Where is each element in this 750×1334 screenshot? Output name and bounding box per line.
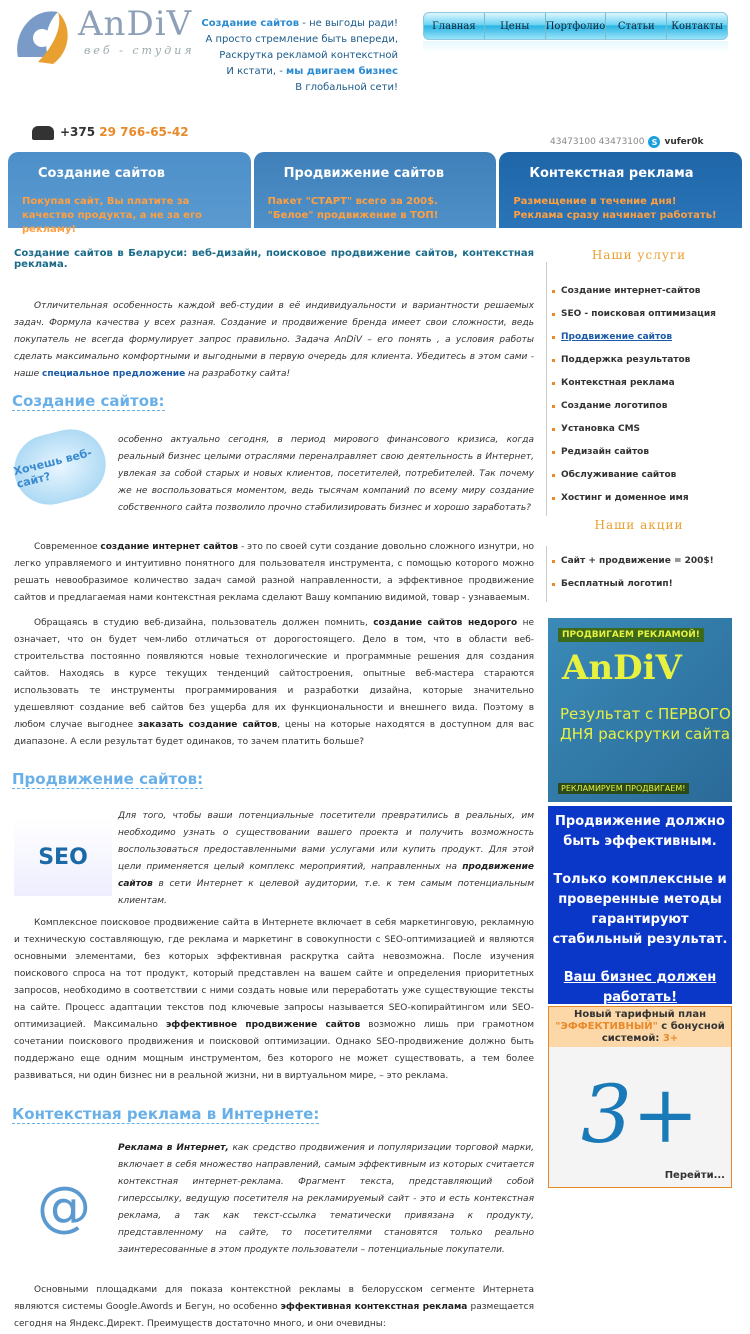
skype-icon: S: [648, 136, 660, 148]
promo-box-link[interactable]: Ваш бизнес должен работать!: [563, 970, 717, 1005]
para-part: Для того, чтобы ваши потенциальные посетители превратились в реальных, им необходимо узнать о существовании вашего проекта и получить возможность воспользоваться предоставленными вами услугами или купить продукт. Для этой цели применяется целый комплекс мероприятий, направленных на: [118, 811, 534, 872]
intro-part: на разработку сайта!: [185, 369, 291, 379]
slogan-line: Раскрутка рекламой контекстной: [219, 50, 398, 61]
intro-text: [14, 298, 534, 383]
section-heading: Продвижение сайтов:: [12, 770, 204, 788]
promo-box: [548, 806, 732, 1004]
services-title: Наши услуги: [591, 248, 687, 262]
service-item[interactable]: Установка CMS: [547, 424, 732, 447]
seo-icon: SEO: [14, 818, 112, 896]
panel-text: Покупая сайт, Вы платите за качество продукта, а не за его рекламу!: [22, 196, 203, 235]
page-title: Создание сайтов в Беларуси: веб-дизайн, поисковое продвижение сайтов, контекстная реклама.: [14, 248, 534, 270]
main-content: [14, 248, 534, 383]
para-bold: заказать создание сайтов: [137, 720, 278, 730]
slogan-line: И кстати, -: [226, 66, 287, 77]
para-part: не означает, что он будет чем-либо отличаться от дорогостоящего. Дело в том, что в области веб-строительства постоянно появляются новые технологические и программные решения для создания сайтов. Находясь в курсе текущих тенденций сайтостроения, опытные веб-мастера стараются использовать те инструменты программирования и разработки дизайна, которые значительно удешевляют создание веб сайтов без ущерба для их функциональности и внешнего вида. Поэтому в любом случае выгоднее: [14, 618, 534, 730]
para-part: , цены на которые находятся в доступном для вас диапазоне. А если результат будет одинаков, то зачем платить больше?: [14, 720, 535, 747]
sites-paragraph-1: [14, 539, 534, 607]
at-sign-icon: @: [37, 1174, 91, 1238]
banner-logo: AnDiV: [562, 648, 682, 688]
section-heading: Контекстная реклама в Интернете:: [12, 1105, 320, 1123]
plan-head-bonus: 3+: [662, 1033, 679, 1044]
service-item[interactable]: Обслуживание сайтов: [547, 470, 732, 493]
section-title-sites: [12, 392, 165, 411]
para-bold: создание сайтов недорого: [373, 618, 518, 628]
para-part: Основными площадками для показа контекстной рекламы в белорусском сегменте Интернета являются системы Google.Awords и Бегун, но особенно: [14, 1285, 534, 1312]
para-part: как средство продвижения и популяризации торговой марки, включает в себя множество направлений, самым эффективным из которых считается контекстная интернет-реклама. Фрагмент текста, представляющий собой гиперссылку, ведущую посетителя на рекламируемый сайт - это и есть контекстная реклама, а так как текст-ссылка тематически привязана к продукту, представленному на сайте, то посетителями становятся только реально заинтересованные в этом продукте пользователи – потенциальные покупатели.: [118, 1143, 535, 1255]
nav-home[interactable]: Главная: [424, 13, 485, 39]
para-part: возможно лишь при грамотном сочетании поискового продвижения и поисковой оптимизации. Однако SEO-продвижение должно быть поддержано еще одним мощным инструментом, без которого не может существовать, а тем более развиваться, ни один бизнес ни в реальной жизни, ни в виртуальном мире, – это реклама.: [14, 1020, 534, 1081]
service-item[interactable]: Редизайн сайтов: [547, 447, 732, 470]
service-item[interactable]: Контекстная реклама: [547, 378, 732, 401]
main-nav: [423, 12, 728, 40]
cloud-icon: Хочешь веб-сайт?: [7, 422, 113, 512]
slogan-highlight: Создание сайтов: [201, 18, 300, 29]
service-item[interactable]: Поддержка результатов: [547, 355, 732, 378]
slogan-line: В глобальной сети!: [295, 82, 398, 93]
promotion-paragraph-1: [14, 915, 534, 1085]
phone: [60, 125, 189, 139]
phone-number: 29 766-65-42: [99, 125, 189, 139]
sites-icon: [14, 432, 106, 502]
para-bold: создание интернет сайтов: [100, 542, 239, 552]
plan-head-name: "ЭФФЕКТИВНЫЙ": [555, 1021, 658, 1032]
service-item[interactable]: Создание логотипов: [547, 401, 732, 424]
contacts-im: [550, 136, 703, 148]
intro-part: Отличительная особенность каждой веб-студии в её индивидуальности и вариантности решаемых задач. Формула качества у всех разная. Создание и продвижение бренда имеет свои сложности, ведь покупатель не всегда формулирует запрос правильно. Задача AnDiV – его понять , а условия работы сделать максимально комфортными и выгодными в первую очередь для клиента. Убедитесь в этом сами - наше: [14, 301, 534, 379]
service-item[interactable]: Создание интернет-сайтов: [547, 286, 732, 309]
promo-box-line: Только комплексные и проверенные методы гарантируют стабильный результат.: [552, 872, 728, 947]
tariff-plan[interactable]: [548, 1006, 732, 1188]
nav-reflection: [423, 41, 728, 53]
panel-title: Создание сайтов: [38, 166, 166, 181]
service-item[interactable]: SEO - поисковая оптимизация: [547, 309, 732, 332]
slogan-line: А просто стремление быть впереди,: [205, 34, 398, 45]
phone-icon: [32, 126, 54, 140]
nav-articles[interactable]: Статьи: [606, 13, 667, 39]
banner-top: ПРОДВИГАЕМ РЕКЛАМОЙ!: [558, 628, 704, 642]
sidebar: [546, 248, 732, 602]
para-part: в сети Интернет к целевой аудитории, т.е. к тем самым потенциальным клиентам.: [118, 879, 534, 906]
promotion-italic-text: [118, 808, 534, 910]
panel-text: Пакет "СТАРТ" всего за 200$. "Белое" продвижение в ТОП!: [267, 196, 439, 221]
nav-contacts[interactable]: Контакты: [671, 20, 723, 32]
ad-banner[interactable]: [548, 618, 732, 802]
section-heading: Создание сайтов:: [12, 392, 165, 410]
at-icon-wrap: [14, 1165, 114, 1247]
plan-head-part: Новый тарифный план: [573, 1009, 707, 1020]
panel-title: Продвижение сайтов: [283, 166, 445, 181]
plan-head-part: с бонусной системой:: [601, 1021, 725, 1044]
context-italic-text: [118, 1140, 534, 1259]
promo-box-line: Продвижение должно быть эффективным.: [555, 814, 725, 849]
services-list: [546, 262, 732, 516]
para-bold: продвижение сайтов: [118, 862, 534, 889]
para-part: Комплексное поисковое продвижение сайта в Интернете включает в себя маркетинговую, рекламную и техническую составляющую, где реклама и маркетинг в совокупности с SEO-оптимизацией и являются основными элементами, без которых эффективная раскрутка сайта невозможна. После изучения поискового спроса на тот продукт, который представлен на вашем сайте и определения приоритетных запросов, необходимо в соответствии с ними создать новые или переработать уже существующие тексты на сайте. Процесс адаптации текстов под ключевые запросы называется SEO-копирайтингом или SEO-оптимизацией. Максимально: [14, 918, 534, 1030]
banner-bottom: РЕКЛАМИРУЕМ ПРОДВИГАЕМ!: [558, 783, 689, 794]
logo-emblem-icon: [8, 2, 78, 72]
promo-list: [546, 546, 732, 602]
sites-paragraph-2: [14, 615, 534, 751]
plan-header: [549, 1007, 731, 1047]
panel-context[interactable]: [499, 152, 742, 228]
logo-subtitle: веб - студия: [84, 44, 195, 57]
para-bold: эффективная контекстная реклама: [280, 1302, 468, 1312]
slogan-highlight: мы двигаем бизнес: [286, 66, 398, 77]
panel-sites[interactable]: [8, 152, 251, 235]
feature-panels: [8, 152, 742, 235]
seo-icon-wrap: [14, 818, 112, 896]
promo-item[interactable]: Бесплатный логотип!: [547, 579, 732, 602]
icq-number[interactable]: 43473100 43473100: [550, 137, 645, 147]
section-title-context: [12, 1105, 319, 1124]
promo-item[interactable]: Сайт + продвижение = 200$!: [547, 556, 732, 579]
sites-italic-text: особенно актуально сегодня, в период мирового финансового кризиса, когда реальный бизнес целыми отраслями переналравляет свою деятельность в Интернет, увлекая за собой старых и новых клиентов, посетителей, потребителей. Так почему же не воспользоваться моментом, ведь тысячам компаний по всему миру создание собственного сайта позволило прочно стабилизировать бизнес и хорошо заработать?: [118, 435, 534, 513]
context-paragraph-1: [14, 1282, 534, 1333]
nav-portfolio[interactable]: Портфолио: [546, 13, 607, 39]
para-bold: Реклама в Интернет,: [118, 1143, 229, 1153]
special-offer-link[interactable]: специальное предложение: [42, 369, 186, 379]
para-part: размещается сегодня на Яндекс.Директ. Преимуществ достаточно много, и они очевидны:: [14, 1302, 534, 1329]
plan-more-link[interactable]: Перейти...: [664, 1170, 725, 1181]
logo-text: AnDiV: [78, 4, 193, 44]
promo-title: Наши акции: [594, 518, 684, 532]
para-bold: эффективное продвижение сайтов: [165, 1020, 361, 1030]
banner-text: Результат с ПЕРВОГО ДНЯ раскрутки сайта: [560, 705, 731, 743]
slogan-line: - не выгоды ради!: [299, 18, 398, 29]
panel-title: Контекстная реклама: [529, 166, 694, 181]
service-item-active[interactable]: Продвижение сайтов: [547, 332, 732, 355]
service-item[interactable]: Хостинг и доменное имя: [547, 493, 732, 516]
skype-name[interactable]: vufer0k: [664, 137, 704, 147]
panel-promotion[interactable]: [254, 152, 497, 228]
para-part: - это по своей сути создание довольно сложного изнутри, но легко управляемого и интуитивно понятного для пользователя инструмента, с помощью которого можно решать невообразимое количество задач самой разной направленности, а эффективное продвижение сайтов и предлагаемая нами контекстная реклама сделают Вашу компанию видимой, товар - узнаваемым.: [14, 542, 534, 603]
panel-text: Размещение в течение дня! Реклама сразу начинает работать!: [513, 196, 717, 221]
section-title-promotion: [12, 770, 203, 789]
plan-graphic: 3+: [581, 1067, 699, 1161]
slogan: [198, 16, 398, 96]
phone-prefix: +375: [60, 125, 96, 139]
para-part: Обращаясь в студию веб-дизайна, пользователь должен помнить,: [34, 618, 374, 628]
nav-prices[interactable]: Цены: [485, 13, 546, 39]
para-part: Современное: [34, 542, 101, 552]
